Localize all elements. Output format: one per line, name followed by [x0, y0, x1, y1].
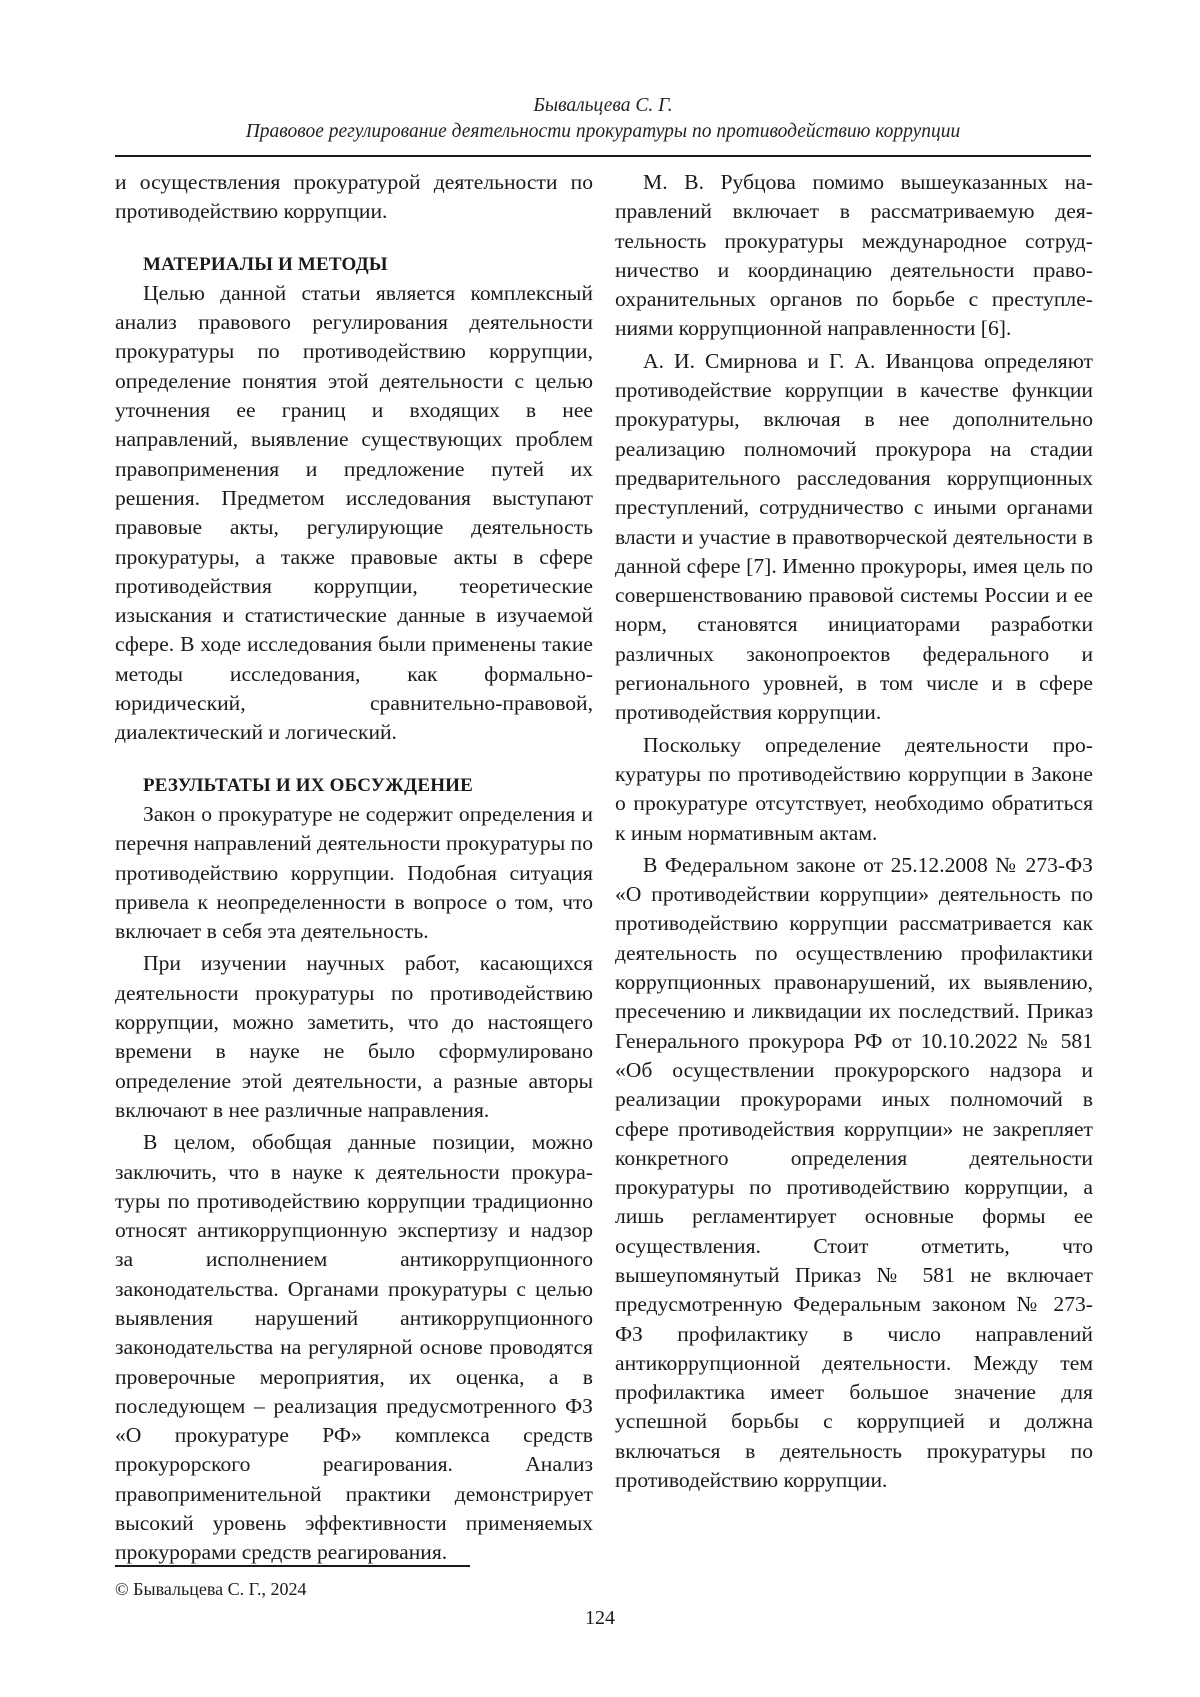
section-heading-results-discussion: РЕЗУЛЬТАТЫ И ИХ ОБСУЖДЕНИЕ [115, 771, 593, 800]
paragraph: В целом, обобщая данные позиции, можно заключить, что в науке к деятельности прокура­туры по противодействию коррупции традици­онно относят антикоррупционную экспертизу и надзор за исполнением антикоррупционного законодательства. Органами прокуратуры с це­лью выявления нарушений антикоррупционно­го законодательства на регулярной основе про­водятся проверочные мероприятия, их оценка, а в последующем – реализация предусмо­тренного ФЗ «О прокуратуре РФ» комплекса средств прокурорского реагирования. Анализ правоприменительной практики демонстриру­ет высокий уровень эффективности применяе­мых прокурорами средств реагирования. [115, 1128, 593, 1567]
paragraph: Закон о прокуратуре не содержит опреде­ления и перечня направлений деятельности прокуратуры по противодействию корруп­ции. Подобная ситуация привела к неопреде­ленности в вопросе о том, что включает в себя эта деятельность. [115, 800, 593, 946]
paragraph: Поскольку определение деятельности про­куратуры по противодействию коррупции в Законе о прокуратуре отсутствует, необхо­димо обратиться к иным нормативным актам. [615, 731, 1093, 848]
section-heading-materials-methods: МАТЕРИАЛЫ И МЕТОДЫ [115, 250, 593, 279]
left-column [115, 168, 593, 1571]
header-article-title: Правовое регулирование деятельности прокуратуры по противодействию коррупции [115, 119, 1091, 145]
header-divider [115, 155, 1091, 157]
footnote-divider [115, 1565, 470, 1567]
running-header [115, 93, 1091, 145]
paragraph: А. И. Смирнова и Г. А. Иванцова опреде­ляют противодействие коррупции в качестве функции прокуратуры, включая в нее допол­нительно реализацию полномочий прокурора на стадии предварительного расследования коррупционных преступлений, сотрудни­чество с иными органами власти и участие в правотворческой деятельности в данной сфере [7]. Именно прокуроры, имея цель по совершенствованию правовой системы Рос­сии и ее норм, становятся инициаторами разработки различных законопроектов феде­рального и регионального уровней, в том чис­ле и в сфере противодействия коррупции. [615, 347, 1093, 728]
page-number: 124 [0, 1605, 1200, 1631]
right-column [615, 168, 1093, 1498]
copyright-footnote: © Бывальцева С. Г., 2024 [115, 1577, 306, 1601]
paragraph: В Федеральном законе от 25.12.2008 № 273-ФЗ «О противодействии коррупции» деятельность по противодействию корруп­ции рассматривается как деятельность по осуществлению профилактики коррупцион­ных правонарушений, их выявлению, пресе­чению и ликвидации их последствий. Приказ Генерального прокурора РФ от 10.10.2022 № 581 «Об осуществлении прокурорского надзора и реализации прокурорами иных полномочий в сфере противодействия кор­рупции» не закрепляет конкретного опре­деления деятельности прокуратуры по про­тиводействию коррупции, а лишь регламен­тирует основные формы ее осуществления. Стоит отметить, что вышеупомянутый При­каз № 581 не включает предусмотренную Федеральным законом № 273-ФЗ профилак­тику в число направлений антикоррупцион­ной деятельности. Между тем профилактика имеет большое значение для успешной борь­бы с коррупцией и должна включаться в дея­тельность прокуратуры по противодействию коррупции. [615, 851, 1093, 1496]
header-author: Бывальцева С. Г. [115, 93, 1091, 119]
paragraph-continued: и осуществления прокуратурой деятельности по противодействию коррупции. [115, 168, 593, 227]
paragraph: При изучении научных работ, касающих­ся деятельности прокуратуры по противодей­ствию коррупции, можно заметить, что до на­стоящего времени в науке не было сформулиро­вано определение этой деятельности, а разные авторы включают в нее различные направления. [115, 949, 593, 1125]
paragraph: М. В. Рубцова помимо вышеуказанных на­правлений включает в рассматриваемую дея­тельность прокуратуры международное сотруд­ничество и координацию деятельности право­охранительных органов по борьбе с преступле­ниями коррупционной направленности [6]. [615, 168, 1093, 344]
paragraph: Целью данной статьи является комплекс­ный анализ правового регулирования деятель­ности прокуратуры по противодействию кор­рупции, определение понятия этой деятельно­сти с целью уточнения ее границ и входящих в нее направлений, выявление существующих проблем правоприменения и предложение путей их решения. Предметом исследования выступают правовые акты, регулирующие деятельность прокуратуры, а также правовые акты в сфере противодействия коррупции, тео­ретические изыскания и статистические дан­ные в изучаемой сфере. В ходе исследования были применены такие методы исследования, как формально-юридический, сравнительно-правовой, диалектический и логический. [115, 279, 593, 748]
